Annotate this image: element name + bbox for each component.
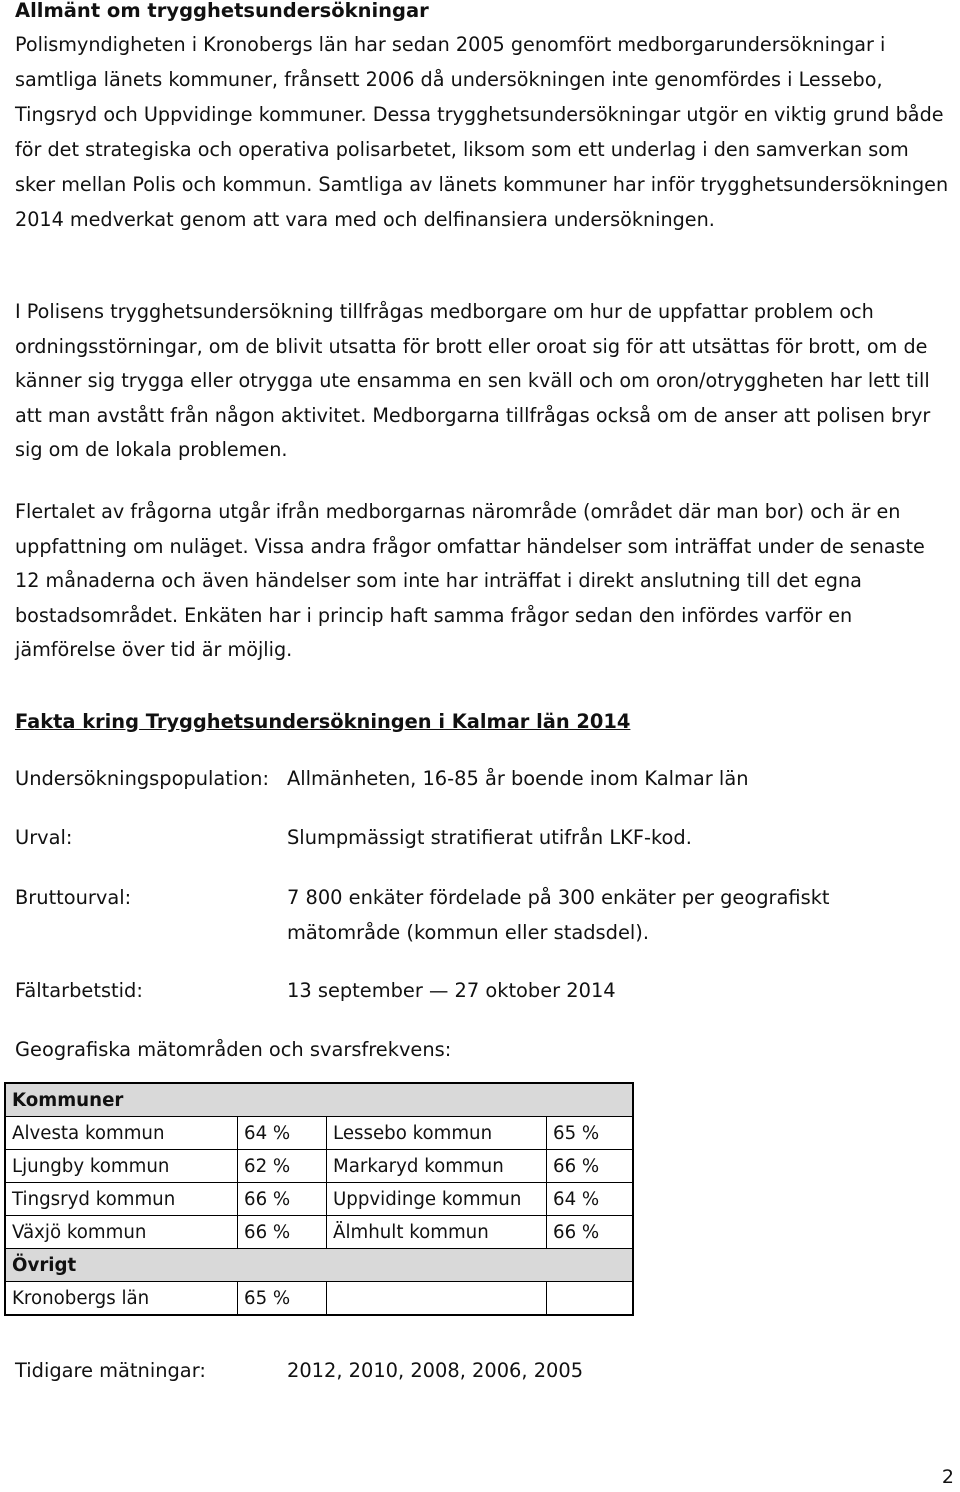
bruttourval-value-line2: mätområde (kommun eller stadsdel). [287, 921, 649, 944]
region-rate: 65 % [238, 1282, 327, 1316]
paragraph-question-scope: Flertalet av frågorna utgår ifrån medborgarnas närområde (området där man bor) och är en uppfattning om nuläget. Vissa andra frågor omfattar händelser som inträffat under de senaste 12 månaderna och även händelser som inte har inträffat i direkt anslutning till det egna bostadsområdet. Enkäten har i princip haft samma frågor sedan den infördes varför en jämförelse över tid är möjlig. [15, 500, 925, 662]
table-header-row [5, 1249, 633, 1282]
table-header-row [5, 1083, 633, 1117]
paragraph-intro: Polismyndigheten i Kronobergs län har sedan 2005 genomfört medborgarundersökningar i samtliga länets kommuner, frånsett 2006 då undersökningen inte genomfördes i Lessebo, Tingsryd och Uppvidinge kommuner. Dessa trygghetsundersökningar utgör en viktig grund både för det strategiska och operativa polisarbetet, liksom som ett underlag i den samverkan som sker mellan Polis och kommun. Samtliga av länets kommuner har inför trygghetsundersökningen 2014 medverkat genom att vara med och delfinansiera undersökningen. [15, 33, 949, 231]
faltarbetstid-value: 13 september — 27 oktober 2014 [287, 979, 616, 1002]
kommun-rate: 66 % [238, 1216, 327, 1249]
tidigare-label: Tidigare mätningar: [15, 1359, 206, 1382]
fakta-title: Fakta kring Trygghetsundersökningen i Kalmar län 2014 [15, 710, 631, 733]
header-empty-cell [238, 1249, 327, 1282]
kommun-name: Älmhult kommun [327, 1216, 547, 1249]
geografiska-label: Geografiska mätområden och svarsfrekvens: [15, 1038, 452, 1061]
urval-label: Urval: [15, 826, 73, 849]
kommun-rate: 66 % [547, 1216, 634, 1249]
empty-cell [327, 1282, 547, 1316]
empty-cell [547, 1282, 634, 1316]
header-ovrigt: Övrigt [5, 1249, 238, 1282]
table-row [5, 1150, 633, 1183]
header-empty-cell [327, 1083, 547, 1117]
kommun-name: Lessebo kommun [327, 1117, 547, 1150]
tidigare-value: 2012, 2010, 2008, 2006, 2005 [287, 1359, 584, 1382]
kommun-name: Alvesta kommun [5, 1117, 238, 1150]
kommun-rate: 66 % [547, 1150, 634, 1183]
kommun-rate: 64 % [238, 1117, 327, 1150]
page-number: 2 [941, 1466, 954, 1488]
header-empty-cell [238, 1083, 327, 1117]
table-row [5, 1117, 633, 1150]
header-empty-cell [327, 1249, 547, 1282]
faltarbetstid-label: Fältarbetstid: [15, 979, 143, 1002]
kommun-name: Markaryd kommun [327, 1150, 547, 1183]
section-heading: Allmänt om trygghetsundersökningar [15, 0, 429, 22]
kommun-rate: 66 % [238, 1183, 327, 1216]
kommun-rate: 65 % [547, 1117, 634, 1150]
kommun-name: Ljungby kommun [5, 1150, 238, 1183]
population-value: Allmänheten, 16-85 år boende inom Kalmar län [287, 767, 749, 790]
table-row [5, 1183, 633, 1216]
bruttourval-value-line1: 7 800 enkäter fördelade på 300 enkäter per geografiskt [287, 886, 830, 909]
paragraph-survey-questions: I Polisens trygghetsundersökning tillfrågas medborgare om hur de uppfattar problem och ordningsstörningar, om de blivit utsatta för brott eller oroat sig för att utsättas för brott, om de känner sig trygga eller otrygga ute ensamma en sen kväll och om oron/otryggheten har lett till att man avstått från någon aktivitet. Medborgarna tillfrågas också om de anser att polisen bryr sig om de lokala problemen. [15, 300, 931, 462]
header-kommuner: Kommuner [5, 1083, 238, 1117]
table-row [5, 1282, 633, 1316]
svarsfrekvens-table [4, 1082, 634, 1316]
kommun-name: Tingsryd kommun [5, 1183, 238, 1216]
region-name: Kronobergs län [5, 1282, 238, 1316]
kommun-rate: 62 % [238, 1150, 327, 1183]
population-label: Undersökningspopulation: [15, 767, 269, 790]
header-empty-cell [547, 1249, 634, 1282]
bruttourval-label: Bruttourval: [15, 886, 132, 909]
urval-value: Slumpmässigt stratifierat utifrån LKF-kod. [287, 826, 692, 849]
kommun-rate: 64 % [547, 1183, 634, 1216]
header-empty-cell [547, 1083, 634, 1117]
kommun-name: Uppvidinge kommun [327, 1183, 547, 1216]
table-row [5, 1216, 633, 1249]
kommun-name: Växjö kommun [5, 1216, 238, 1249]
